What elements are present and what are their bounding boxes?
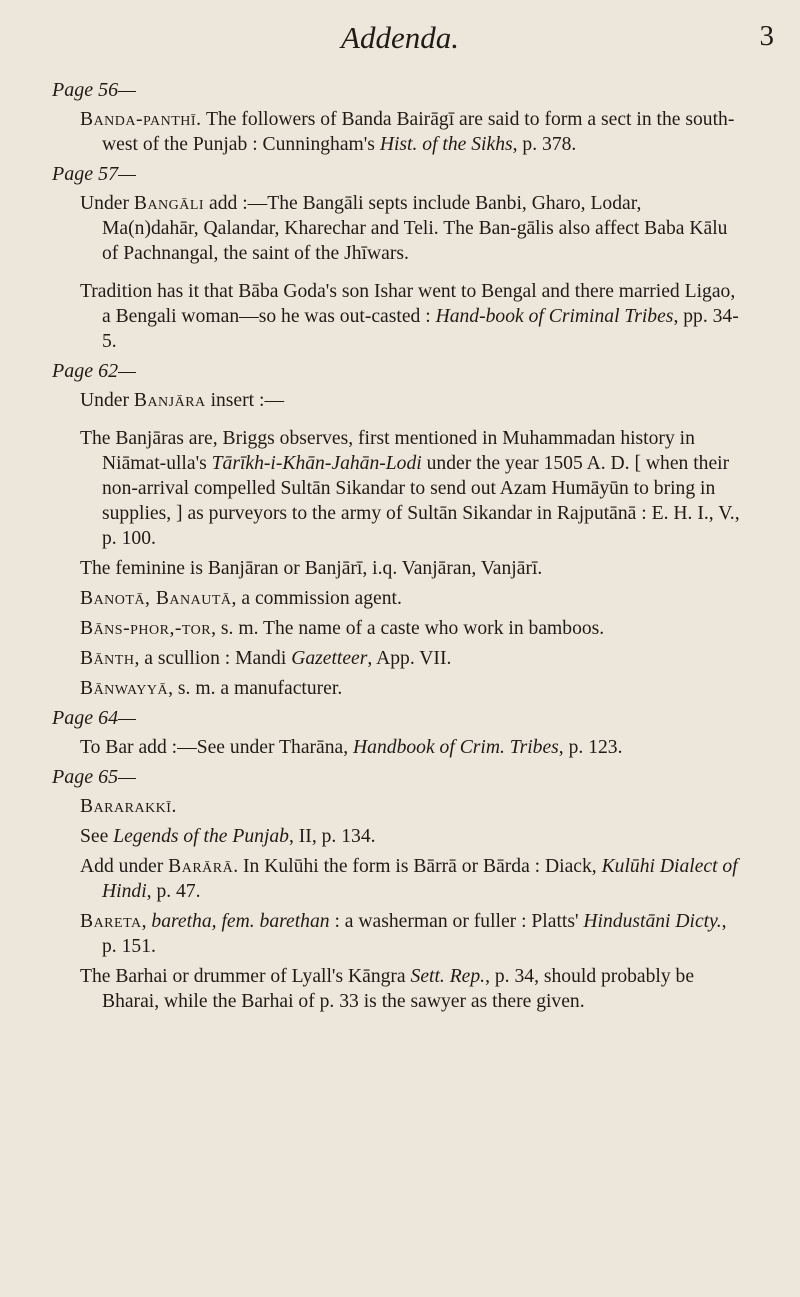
paragraph-tail: , p. 34, should probably be Bharai, while the Barhai of p. 33 is the sawyer as there given. (102, 966, 695, 1012)
paragraph-tradition (80, 279, 742, 354)
entry-bareta (80, 909, 742, 959)
section-heading-page-64: Page 64— (52, 707, 136, 729)
paragraph-text: The Banjāras are, Briggs observes, first mentioned in Muhammadan history in Niāmat-ulla's (80, 428, 695, 474)
paragraph-bangali (80, 191, 742, 266)
paragraph-barara (80, 854, 742, 904)
paragraph-lead: See (80, 826, 114, 847)
paragraph-tail: , p. 123. (558, 737, 623, 758)
paragraph-banjara-intro (80, 388, 742, 413)
paragraph-banjara-history (80, 426, 742, 551)
entry-text: , s. m. a manufacturer. (168, 678, 343, 699)
entry-text: The followers of Banda Bairāgī are said to form a sect in the south-west of the Punjab : Cunningham's (102, 109, 735, 155)
paragraph-lead: Under (80, 193, 134, 214)
entry-tail: , p. 151. (102, 911, 727, 957)
paragraph-tail: under the year 1505 A. D. [ when their non-arrival compelled Sultān Sikandar to send out Azam Humāyūn to bring in supplies, ] as purveyors to the army of Sultān Sikandar in Rajputānā : E. H. I., V., p. 100. (102, 453, 740, 549)
paragraph-text: Tradition has it that Bāba Goda's son Ishar went to Bengal and there married Ligao, a Bengali woman—so he was out-casted : (80, 281, 736, 327)
section-heading-page-65: Page 65— (52, 766, 136, 788)
section-heading-page-62: Page 62— (52, 360, 136, 382)
paragraph-tail: , pp. 34-5. (102, 306, 739, 352)
entry-text: , (141, 911, 152, 932)
paragraph-banjara-feminine (80, 556, 742, 581)
entry-term: Bararakkī. (80, 796, 177, 817)
entry-reference: Gazetteer (291, 648, 368, 669)
paragraph-lead: Add under (80, 856, 169, 877)
paragraph-text: The Barhai or drummer of Lyall's Kāngra (80, 966, 411, 987)
paragraph-tail: , II, p. 134. (288, 826, 376, 847)
entry-reference: Hist. of the Sikhs (379, 134, 513, 155)
entry-text: , s. m. The name of a caste who work in bamboos. (211, 618, 605, 639)
entry-term: Barārā (168, 856, 234, 877)
entry-term: Bāns-phor,-tor (80, 618, 212, 639)
entry-variant: baretha, fem. barethan (151, 911, 330, 932)
paragraph-reference: Kulūhi Dialect of Hindi (102, 856, 738, 902)
entry-text: , a commission agent. (231, 588, 402, 609)
paragraph-text: To Bar add :—See under Tharāna, (80, 737, 354, 758)
entry-text: , a scullion : Mandi (134, 648, 292, 669)
page-header (0, 18, 800, 68)
entry-term: Bānth (80, 648, 135, 669)
entry-bans-phor (80, 616, 742, 641)
paragraph-barhai (80, 964, 742, 1014)
page-body (52, 78, 742, 1019)
paragraph-reference: Handbook of Crim. Tribes (353, 737, 559, 758)
paragraph-text: The feminine is Banjāran or Banjārī, i.q. Vanjāran, Vanjārī. (80, 558, 543, 579)
section-heading-page-57: Page 57— (52, 163, 136, 185)
entry-term: Banjāra (133, 390, 206, 411)
entry-term: Banda-panthī. (80, 109, 202, 130)
paragraph-legends (80, 824, 742, 849)
paragraph-reference: Sett. Rep. (410, 966, 486, 987)
paragraph-bar (80, 735, 742, 760)
paragraph-text: add :—The Bangāli septs include Banbi, Gharo, Lodar, Ma(n)dahār, Qalandar, Kharechar and Teli. The Ban-gālis also affect Baba Kālu of Pachnangal, the saint of the Jhīwars. (102, 193, 728, 264)
entry-banota (80, 586, 742, 611)
entry-bararakki (80, 794, 742, 819)
paragraph-reference: Tārīkh-i-Khān-Jahān-Lodi (211, 453, 422, 474)
entry-tail: , App. VII. (367, 648, 452, 669)
entry-tail: , p. 378. (512, 134, 577, 155)
paragraph-lead: Under (80, 390, 134, 411)
entry-banda-panthi (80, 107, 742, 157)
running-head: Addenda. (341, 20, 459, 55)
paragraph-text: . In Kulūhi the form is Bārrā or Bārda : Diack, (233, 856, 602, 877)
paragraph-text: insert :— (205, 390, 285, 411)
entry-banwayya (80, 676, 742, 701)
entry-banth (80, 646, 742, 671)
section-heading-page-56: Page 56— (52, 79, 136, 101)
entry-term: Bangāli (133, 193, 205, 214)
entry-term: Bānwayyā (80, 678, 169, 699)
paragraph-reference: Legends of the Punjab (113, 826, 289, 847)
entry-reference: Hindustāni Dicty. (583, 911, 722, 932)
entry-text: : a washerman or fuller : Platts' (329, 911, 584, 932)
entry-term: Banotā, Banautā (80, 588, 232, 609)
paragraph-tail: , p. 47. (146, 881, 201, 902)
entry-term: Bareta (80, 911, 142, 932)
page-number: 3 (759, 20, 774, 52)
paragraph-reference: Hand-book of Criminal Tribes (435, 306, 674, 327)
